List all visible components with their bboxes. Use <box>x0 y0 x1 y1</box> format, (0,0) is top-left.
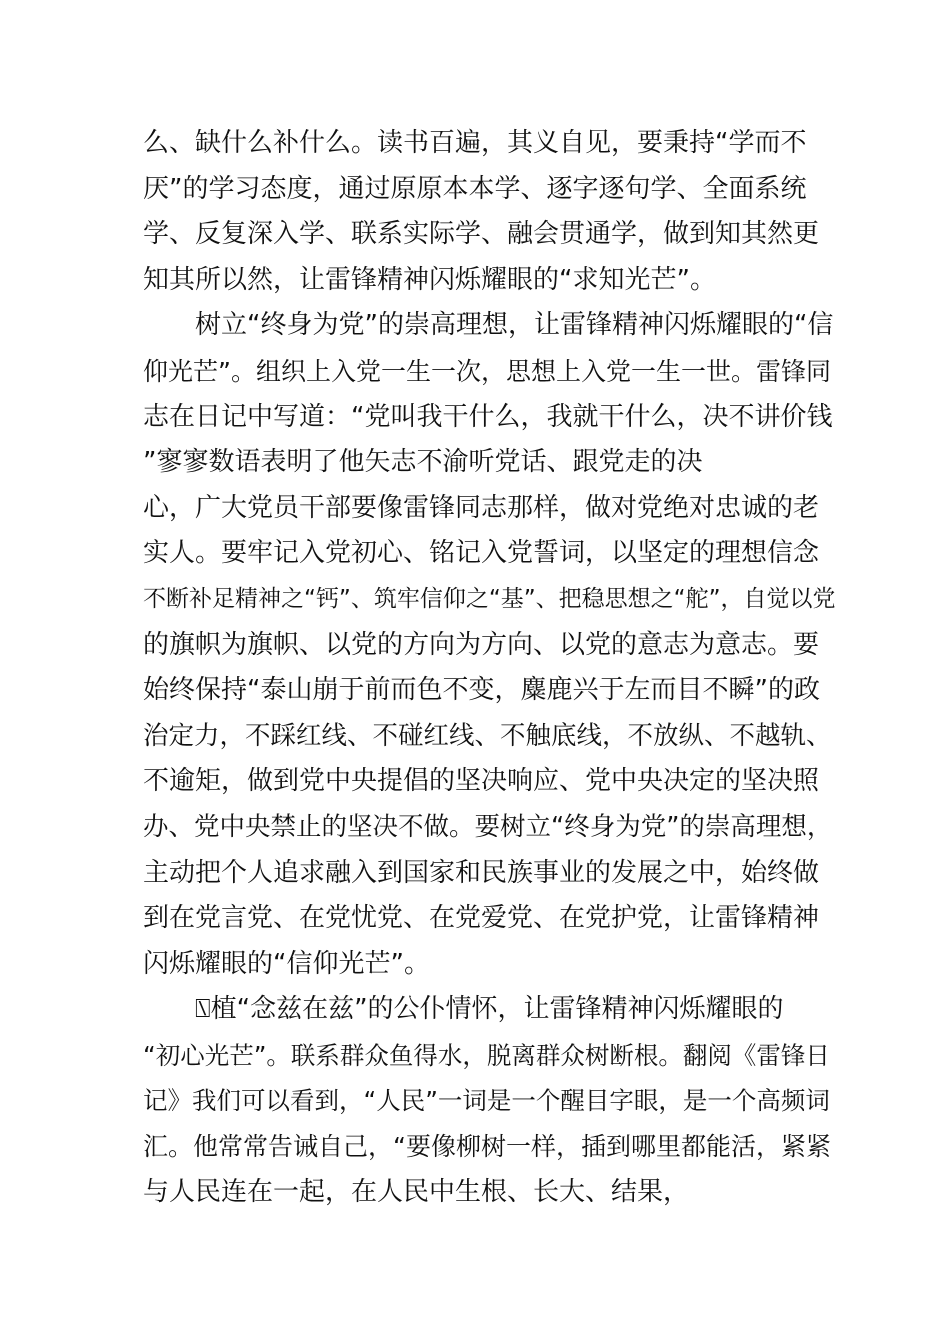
text-line: ”寥寥数语表明了他矢志不渝听党话、跟党走的决 <box>143 447 703 478</box>
text-line: 不断补足精神之“钙”、筑牢信仰之“基”、把稳思想之“舵”，自觉以党 <box>143 585 836 612</box>
text-line: 学、反复深入学、联系实际学、融会贯通学，做到知其然更 <box>143 219 820 250</box>
text-line: 汇。他常常告诫自己，“要像柳树一样，插到哪里都能活，紧紧 <box>143 1132 831 1162</box>
paragraph-first-line: 树立“终身为党”的崇高理想，让雷锋精神闪烁耀眼的“信 <box>195 310 834 341</box>
text-line: 始终保持“泰山崩于前而色不变，麋鹿兴于左而目不瞬”的政 <box>143 675 820 706</box>
text-line: 志在日记中写道：“党叫我干什么，我就干什么，决不讲价钱 <box>143 401 833 432</box>
text-line: 记》我们可以看到，“人民”一词是一个醒目字眼，是一个高频词 <box>143 1086 830 1116</box>
text-line: “初心光芒”。联系群众鱼得水，脱离群众树断根。翻阅《雷锋日 <box>143 1040 830 1070</box>
text-line: 厌”的学习态度，通过原原本本学、逐字逐句学、全面系统 <box>143 173 807 204</box>
text-line: 么、缺什么补什么。读书百遍，其义自见，要秉持“学而不 <box>143 128 807 158</box>
paragraph-first-line: ⍂植“念兹在兹”的公仆情怀，让雷锋精神闪烁耀眼的 <box>195 994 784 1025</box>
text-line: 到在党言党、在党忧党、在党爱党、在党护党，让雷锋精神 <box>143 903 820 934</box>
text-line: 仰光芒”。组织上入党一生一次，思想上入党一生一世。雷锋同 <box>143 356 831 386</box>
text-line: 实人。要牢记入党初心、铭记入党誓词，以坚定的理想信念 <box>143 538 820 569</box>
text-line: 治定力，不踩红线、不碰红线、不触底线，不放纵、不越轨、 <box>143 720 832 751</box>
text-line: 与人民连在一起，在人民中生根、长大、结果， <box>143 1176 690 1207</box>
body-text <box>143 121 843 1215</box>
text-line: 办、党中央禁止的坚决不做。要树立“终身为党”的崇高理想， <box>143 811 833 842</box>
text-line: 心，广大党员干部要像雷锋同志那样，做对党绝对忠诚的老 <box>143 492 820 523</box>
text-line: 闪烁耀眼的“信仰光芒”。 <box>143 948 430 979</box>
text-line: 知其所以然，让雷锋精神闪烁耀眼的“求知光芒”。 <box>143 264 716 295</box>
text-line: 不逾矩，做到党中央提倡的坚决响应、党中央决定的坚决照 <box>143 766 820 797</box>
text-line: 主动把个人追求融入到国家和民族事业的发展之中，始终做 <box>143 857 820 888</box>
text-line: 的旗帜为旗帜、以党的方向为方向、以党的意志为意志。要 <box>143 629 820 660</box>
